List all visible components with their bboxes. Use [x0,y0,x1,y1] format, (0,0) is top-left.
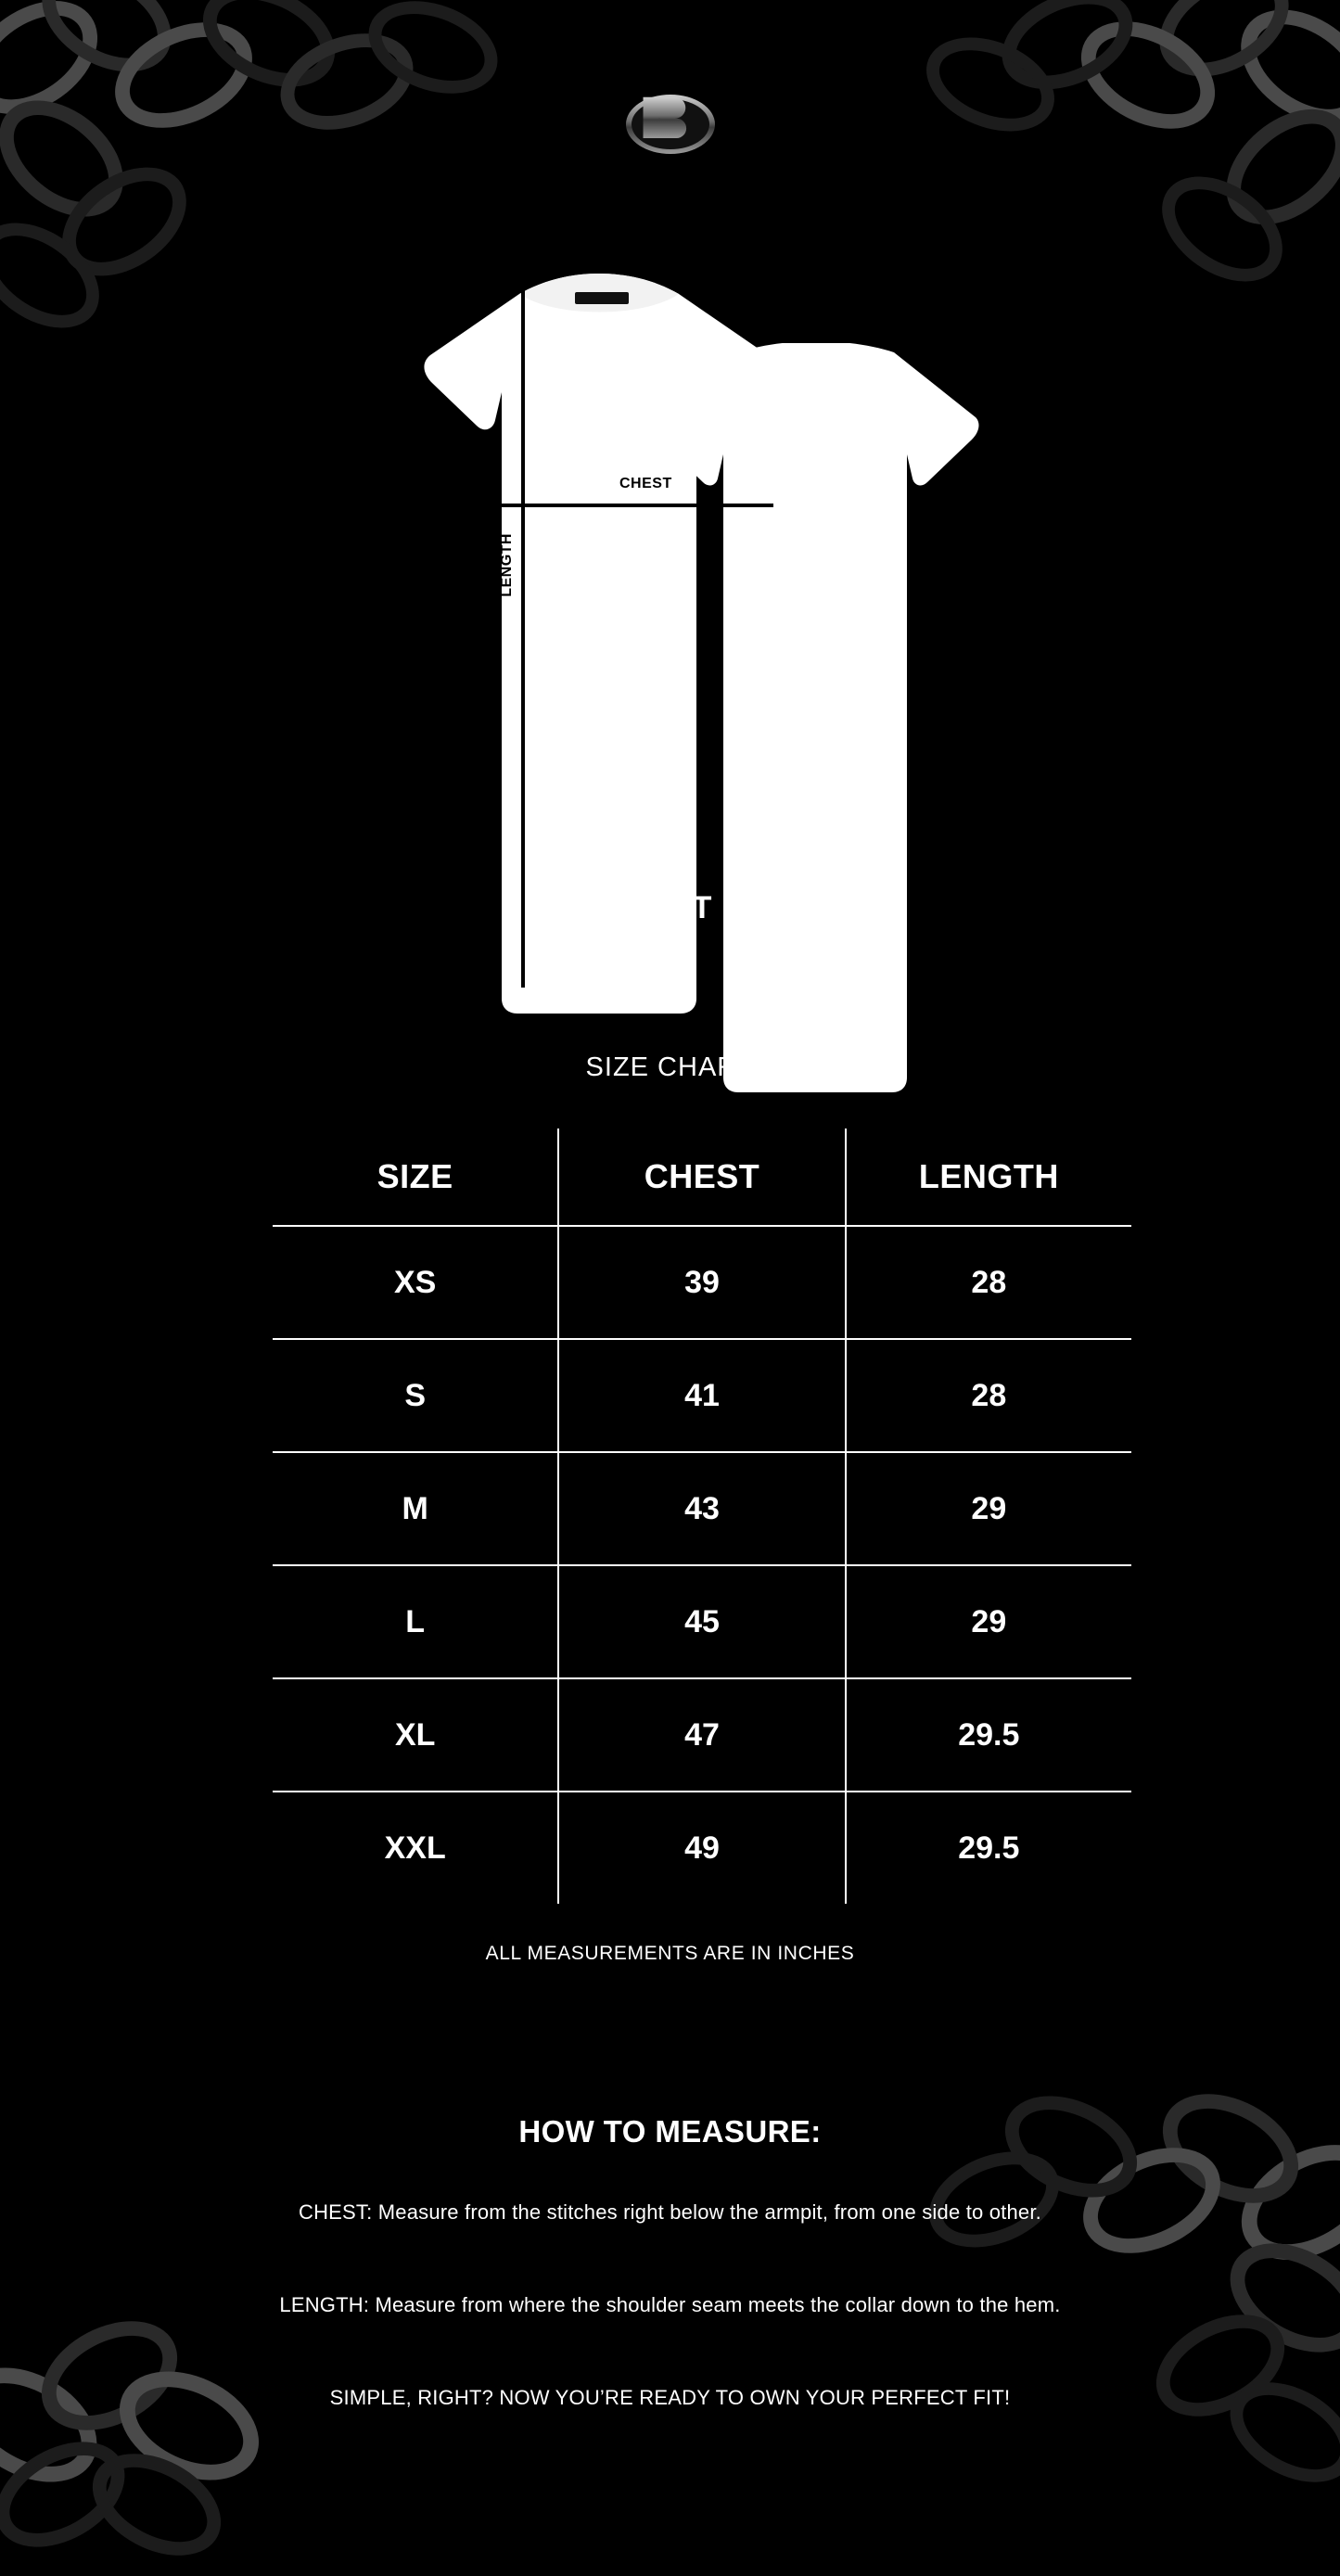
cell-chest: 39 [558,1226,845,1339]
measurement-units-note: ALL MEASUREMENTS ARE IN INCHES [485,1943,855,1964]
cell-chest: 43 [558,1452,845,1565]
how-to-measure-title: HOW TO MEASURE: [518,2114,822,2149]
cell-size: XS [272,1226,558,1339]
chain-link-icon [0,2344,117,2506]
cell-size: XXL [272,1792,558,1905]
cell-size: L [272,1565,558,1678]
cell-length: 29.5 [846,1678,1132,1792]
chest-measure-line [428,504,773,507]
size-chart-table-wrapper [271,1127,1133,1906]
table-header-chest: CHEST [558,1128,845,1226]
chain-link-icon [1141,0,1308,98]
chain-link-icon [23,0,190,94]
product-name: VEST [628,890,712,925]
bb-monogram-logo [610,89,731,159]
cell-size: M [272,1452,558,1565]
chain-link-icon [75,2433,238,2576]
table-header-size: SIZE [272,1128,558,1226]
length-measure-line [521,278,525,988]
table-header-row [272,1128,1132,1226]
neck-label-tag [575,292,629,304]
chest-measure-label: CHEST [619,476,672,491]
length-measure-label: LENGTH [499,533,515,597]
table-row [272,1792,1132,1905]
table-header-length: LENGTH [846,1128,1132,1226]
cell-chest: 49 [558,1792,845,1905]
size-chart-title: SIZE CHART [585,1052,755,1082]
cell-length: 28 [846,1226,1132,1339]
cell-size: S [272,1339,558,1452]
cell-length: 29.5 [846,1792,1132,1905]
cell-chest: 47 [558,1678,845,1792]
chain-link-icon [23,2299,197,2452]
cell-length: 28 [846,1339,1132,1452]
size-chart-table [271,1127,1133,1906]
chain-link-icon [0,2420,143,2569]
cell-chest: 41 [558,1339,845,1452]
table-row [272,1452,1132,1565]
how-to-measure-length: LENGTH: Measure from where the shoulder seam meets the collar down to the hem. [279,2293,1061,2316]
cell-chest: 45 [558,1565,845,1678]
how-to-measure-chest: CHEST: Measure from the stitches right below the armpit, from one side to other. [298,2200,1041,2224]
table-row [272,1226,1132,1339]
cell-length: 29 [846,1452,1132,1565]
how-to-measure-closing: SIMPLE, RIGHT? NOW YOU’RE READY TO OWN YOUR PERFECT FIT! [329,2386,1011,2409]
table-row [272,1339,1132,1452]
chain-link-icon [102,2351,276,2502]
cell-size: XL [272,1678,558,1792]
product-illustration [0,236,1340,672]
table-row [272,1678,1132,1792]
table-row [272,1565,1132,1678]
cell-length: 29 [846,1565,1132,1678]
brand-logo [0,89,1340,159]
